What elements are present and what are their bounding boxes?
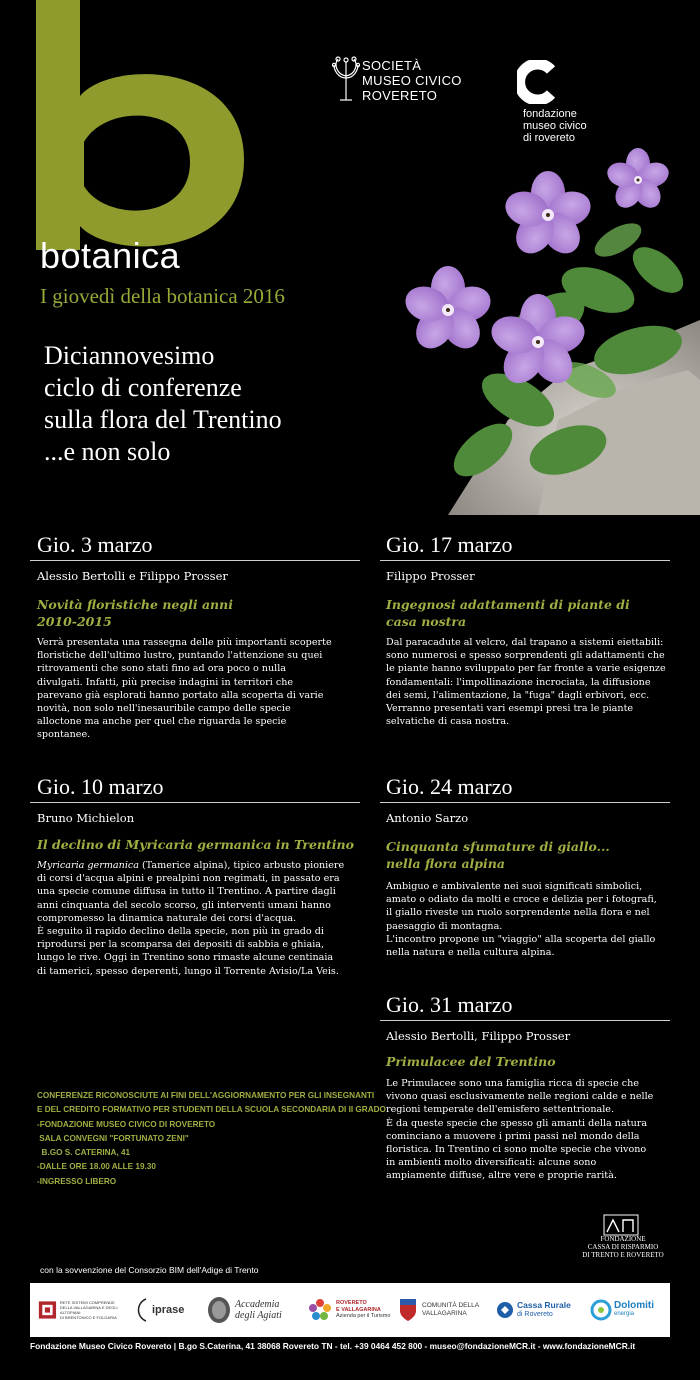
event-2-date: Gio. 17 marzo — [386, 532, 513, 557]
societa-line: SOCIETÀ — [362, 58, 422, 73]
event-4-body-line: paesaggio di montagna. — [386, 920, 503, 932]
headline-line: ciclo di conferenze — [44, 373, 242, 402]
caritro-line: FONDAZIONE — [600, 1235, 646, 1243]
subsidy-note: con la sovvenzione del Consorzio BIM dell'Adige di Trento — [40, 1265, 259, 1275]
fondazione-c-logo-icon — [517, 60, 557, 104]
headline-line: Diciannovesimo — [44, 341, 215, 370]
event-1-date: Gio. 3 marzo — [37, 532, 153, 557]
event-2-body — [386, 636, 686, 728]
event-4-divider — [380, 802, 670, 803]
cassa-rurale-line: Cassa Rurale — [517, 1300, 571, 1310]
event-3-body-line: anni cinquanta del secolo scorso, gli interventi umani hanno — [37, 899, 331, 911]
event-2-body-line: Dal paracadute al velcro, dal trapano a sistemi eiettabili: — [386, 637, 664, 648]
event-1-speaker: Alessio Bertolli e Filippo Prosser — [37, 569, 228, 583]
comunita-line: VALLAGARINA — [422, 1310, 467, 1317]
societa-line: ROVERETO — [362, 88, 438, 103]
comunita-shield-icon — [398, 1297, 418, 1323]
event-5-date: Gio. 31 marzo — [386, 992, 513, 1017]
event-2-title-line: casa nostra — [386, 614, 467, 629]
event-3-body-line — [37, 859, 377, 872]
event-4-body — [386, 880, 686, 959]
accademia-seal-icon — [206, 1295, 232, 1325]
info-note-line: SALA CONVEGNI "FORTUNATO ZENI" — [37, 1133, 189, 1143]
event-2-divider — [380, 560, 670, 561]
event-1-title — [37, 596, 367, 630]
event-4-body-line: amato o odiato da molti e croce e delizia per i fotografi, — [386, 894, 657, 906]
species-name: Myricaria germanica — [37, 860, 139, 871]
rete-text — [60, 1300, 128, 1320]
event-5-body — [386, 1077, 686, 1183]
event-4-speaker: Antonio Sarzo — [386, 811, 469, 825]
fondazione-caritro-logo-icon — [603, 1214, 639, 1236]
event-3-title — [37, 836, 377, 853]
sponsor-cassa-rurale — [496, 1283, 586, 1337]
dolomiti-sub-line: energia — [614, 1311, 635, 1317]
event-1-body-line: parevano già esplorati hanno portato alla scoperta di varie — [37, 689, 324, 701]
event-4-title — [386, 838, 686, 872]
event-1-body-line: novità, non solo nell'inesauribile campo delle specie — [37, 703, 291, 715]
dolomiti-text — [614, 1301, 654, 1319]
sponsor-iprase — [134, 1283, 204, 1337]
event-5-title — [386, 1053, 686, 1070]
rete-line: RETE SISTEMI COMPRENDE — [59, 1300, 115, 1305]
societa-museo-text — [362, 58, 462, 103]
event-2-body-line: selvatiche di casa nostra. — [386, 716, 510, 728]
event-1-divider — [30, 560, 360, 561]
event-3-body-line: riprodursi per la scomparsa dei depositi di sabbia e ghiaia, — [37, 939, 325, 951]
brand-word: botanica — [40, 235, 181, 276]
event-5-divider — [380, 1020, 670, 1021]
accademia-text — [235, 1299, 282, 1321]
event-3-body — [37, 859, 377, 978]
event-5-body-line: in ambienti molto diversificati: alcune sono — [386, 1157, 597, 1169]
caritro-line: DI TRENTO E ROVERETO — [582, 1251, 664, 1259]
info-note-line: -FONDAZIONE MUSEO CIVICO DI ROVERETO — [37, 1119, 216, 1129]
headline — [44, 340, 374, 468]
fondazione-line: di rovereto — [523, 132, 575, 144]
sponsor-accademia — [206, 1283, 288, 1337]
sponsor-dolomiti-energia — [590, 1283, 670, 1337]
cassa-rurale-text — [517, 1301, 571, 1319]
event-3-body-line: di tamerici, spesso deperenti, lungo il Torrente Avisio/La Veis. — [37, 965, 339, 977]
sponsor-rete — [38, 1283, 128, 1337]
big-b-logo — [0, 0, 244, 250]
info-note-line: -DALLE ORE 18.00 ALLE 19.30 — [37, 1162, 156, 1172]
event-3-body-line: di corsi d'acqua alpini e prealpini non regimati, in passato era — [37, 873, 340, 885]
headline-line: sulla flora del Trentino — [44, 405, 282, 434]
event-3-speaker: Bruno Michielon — [37, 811, 135, 825]
peacock-logo-icon — [332, 56, 360, 102]
iprase-text: iprase — [152, 1304, 185, 1316]
event-1-body-line: floristiche dell'ultimo lustro, puntando l'attenzione su quei — [37, 650, 323, 662]
caritro-line: CASSA DI RISPARMIO — [587, 1243, 659, 1251]
info-note-line: B.GO S. CATERINA, 41 — [37, 1148, 131, 1158]
iprase-logo-icon — [134, 1297, 152, 1323]
fondazione-caritro-text — [578, 1235, 668, 1259]
event-5-body-line: È da queste specie che spesso gli amanti della natura — [386, 1117, 648, 1129]
apt-text — [336, 1300, 390, 1320]
cassa-rurale-line: di Rovereto — [517, 1311, 553, 1318]
event-1-body — [37, 636, 367, 742]
event-5-body-line: floristica. In Trentino ci sono molte specie che vivono — [386, 1144, 647, 1156]
apt-flower-logo-icon — [307, 1297, 333, 1323]
sponsor-comunita — [398, 1283, 490, 1337]
event-3-title-line: Il declino di Myricaria germanica in Trentino — [37, 837, 354, 852]
event-1-title-line: Novità floristiche negli anni — [37, 597, 233, 612]
dolomiti-energia-logo-icon — [590, 1299, 612, 1321]
event-1-title-line: 2010-2015 — [37, 614, 112, 629]
event-2-body-line: sono numerosi e spesso sorprendenti gli adattamenti che — [386, 650, 665, 662]
accademia-line: degli Agiati — [235, 1310, 282, 1321]
event-1-body-line: divulgati. Infatti, più precise indagini in territori che — [37, 676, 294, 688]
event-4-title-line: nella flora alpina — [386, 856, 505, 871]
event-3-body-line: una specie comune diffusa in tutto il Trentino. A partire dagli — [37, 886, 336, 898]
event-2-title-line: Ingegnosi adattamenti di piante di — [386, 597, 630, 612]
event-5-body-line: cominciano a muovere i primi passi nel mondo della — [386, 1130, 640, 1142]
event-3-date: Gio. 10 marzo — [37, 774, 164, 799]
apt-line: E VALLAGARINA — [336, 1306, 381, 1313]
info-notes — [37, 1089, 386, 1189]
event-5-body-line: Le Primulacee sono una famiglia ricca di specie che — [386, 1078, 639, 1089]
event-2-title — [386, 596, 686, 630]
brand-subtitle: I giovedì della botanica 2016 — [40, 284, 285, 308]
event-1-body-line: ritrovamenti che sono stati fino ad ora poco o nulla — [37, 663, 286, 675]
event-4-date: Gio. 24 marzo — [386, 774, 513, 799]
sponsor-apt — [307, 1283, 393, 1337]
event-3-body-line: compromesso la dinamica naturale dei corsi d'acqua. — [37, 912, 297, 924]
comunita-text — [422, 1302, 479, 1318]
event-5-body-line: regioni temperate dell'emisfero settentrionale. — [386, 1104, 615, 1116]
footer-contacts: Fondazione Museo Civico Rovereto | B.go S.Caterina, 41 38068 Rovereto TN - tel. +39 0464 452 800 - museo@fondazioneMCR.it - www.fondazioneMCR.it — [30, 1341, 636, 1351]
info-note-line: E DEL CREDITO FORMATIVO PER STUDENTI DELLA SCUOLA SECONDARIA DI II GRADO — [37, 1105, 386, 1115]
event-4-body-line: nella natura e nella cultura alpina. — [386, 947, 555, 959]
event-3-body-text: (Tamerice alpina), tipico arbusto pioniere — [138, 860, 345, 871]
event-1-body-line: alloctone ma anche per quel che riguarda le specie — [37, 716, 287, 728]
event-4-body-line: L'incontro propone un "viaggio" alla scoperta del giallo — [386, 933, 656, 945]
event-5-speaker: Alessio Bertolli, Filippo Prosser — [386, 1029, 571, 1043]
cassa-rurale-logo-icon — [496, 1301, 514, 1319]
event-1-body-line: spontanee. — [37, 729, 91, 741]
event-2-body-line: dei semi, l'alimentazione, la "fuga" dagli erbivori, ecc. — [386, 689, 650, 701]
event-3-body-line: lungo le rive. Oggi in Trentino sono rimaste alcune centinaia — [37, 952, 334, 964]
info-note-line: CONFERENZE RICONOSCIUTE AI FINI DELL'AGGIORNAMENTO PER GLI INSEGNANTI — [37, 1091, 375, 1100]
event-2-body-line: fondamentali: l'impollinazione incrociata, la diffusione — [386, 676, 651, 688]
event-4-body-line: il giallo riveste un ruolo sorprendente nella flora e nel — [386, 907, 650, 919]
event-5-title-line: Primulacee del Trentino — [386, 1054, 556, 1069]
event-4-title-line: Cinquanta sfumature di giallo... — [386, 839, 610, 854]
dolomiti-line: Dolomiti — [614, 1300, 654, 1311]
event-2-speaker: Filippo Prosser — [386, 569, 475, 583]
event-1-body-line: Verrà presentata una rassegna delle più importanti scoperte — [37, 637, 332, 648]
fondazione-line: fondazione — [523, 108, 577, 120]
event-3-divider — [30, 802, 360, 803]
fondazione-line: museo civico — [523, 120, 587, 132]
comunita-line: COMUNITÀ DELLA — [422, 1302, 480, 1309]
sponsor-strip — [30, 1283, 670, 1337]
rete-logo-icon — [38, 1299, 57, 1321]
apt-line: ROVERETO — [336, 1300, 367, 1307]
event-4-body-line: Ambiguo e ambivalente nei suoi significati simbolici, — [386, 881, 643, 892]
event-5-body-line: vivono quasi esclusivamente nelle regioni calde e nelle — [386, 1091, 654, 1103]
primula-photo — [388, 120, 700, 515]
societa-line: MUSEO CIVICO — [362, 73, 462, 88]
rete-line: DI BRENTONICO E FOLGARIA — [59, 1315, 117, 1320]
accademia-line: Accademia — [235, 1299, 280, 1310]
rete-line: DELLA VALLAGARINA E DEGLI ALTOPIANI — [59, 1305, 118, 1315]
event-5-body-line: ampiamente diffuse, altre vere e proprie rarità. — [386, 1170, 617, 1182]
event-3-body-line: È seguito il rapido declino della specie, non più in grado di — [37, 926, 324, 938]
event-2-body-line: le piante hanno sviluppato per far fronte a varie esigenze — [386, 663, 666, 675]
event-2-body-line: Verranno presentati vari esempi presi tra le piante — [386, 703, 634, 715]
apt-line: Azienda per il Turismo — [336, 1313, 391, 1320]
info-note-line: -INGRESSO LIBERO — [37, 1176, 117, 1186]
headline-line: ...e non solo — [44, 437, 171, 466]
